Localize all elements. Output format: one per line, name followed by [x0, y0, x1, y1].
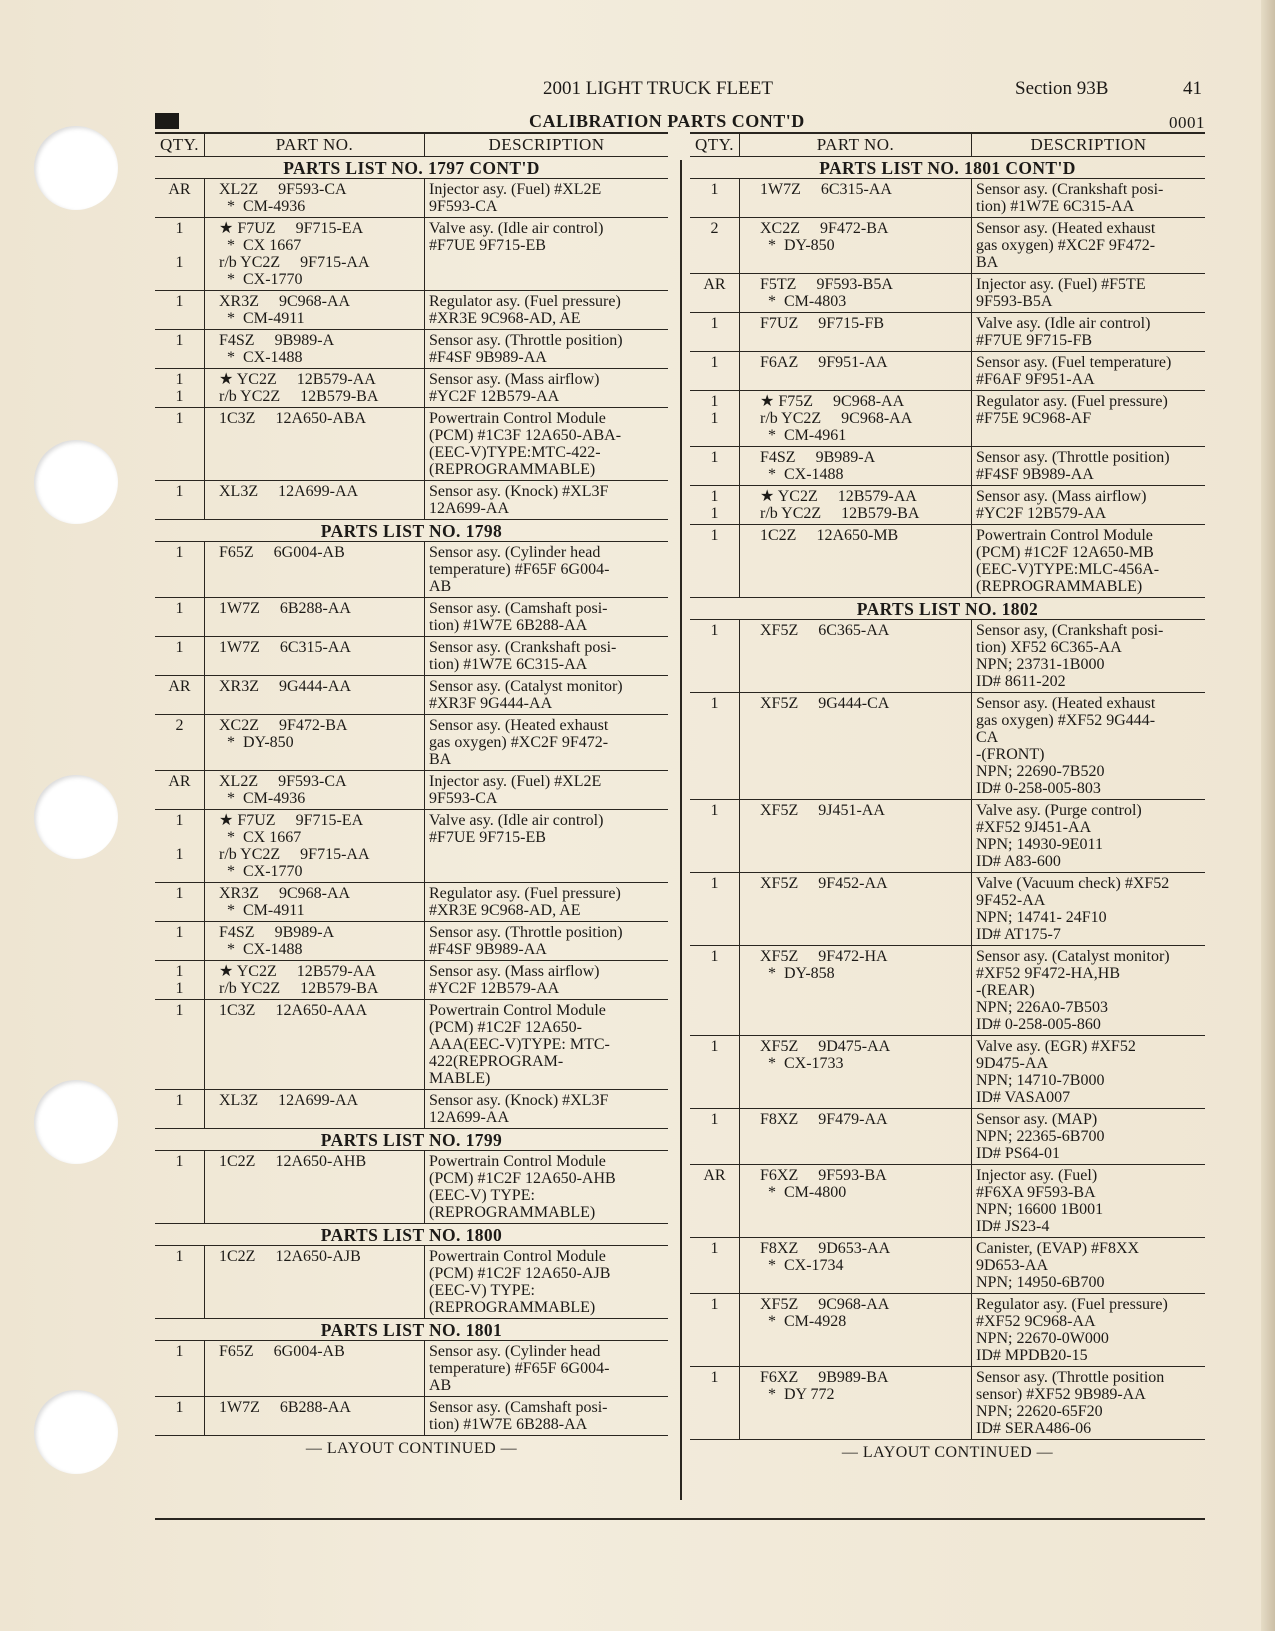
- part-no-cell: XF5Z 9F452-AA: [740, 873, 972, 945]
- table-row: [155, 218, 668, 291]
- part-no-cell: ★ YC2Z 12B579-AA r/b YC2Z 12B579-BA: [205, 961, 425, 999]
- part-no-cell: 1C3Z 12A650-AAA: [205, 1000, 425, 1089]
- table-row: [690, 1036, 1205, 1109]
- description-cell: Sensor asy. (Catalyst monitor) #XR3F 9G444-AA: [429, 678, 623, 712]
- description-cell: Valve asy. (Purge control) #XF52 9J451-AA NPN; 14930-9E011 ID# A83-600: [976, 802, 1142, 870]
- description-cell: Regulator asy. (Fuel pressure) #F75E 9C968-AF: [976, 393, 1168, 427]
- parts-list-title: PARTS LIST NO. 1799: [155, 1129, 668, 1151]
- qty-cell: 1: [690, 313, 740, 351]
- qty-cell: 1: [155, 922, 205, 960]
- part-no-cell: XF5Z 9G444-CA: [740, 693, 972, 799]
- part-no-cell: F6XZ 9B989-BA * DY 772: [740, 1367, 972, 1439]
- part-no-cell: F8XZ 9D653-AA * CX-1734: [740, 1238, 972, 1293]
- qty-header: QTY.: [690, 134, 740, 156]
- part-no-cell: XR3Z 9C968-AA * CM-4911: [205, 291, 425, 329]
- marker-block: [155, 113, 179, 129]
- qty-cell: 1: [690, 693, 740, 799]
- desc-header: DESCRIPTION: [488, 135, 605, 154]
- part-no-cell: XF5Z 9C968-AA * CM-4928: [740, 1294, 972, 1366]
- table-row: [155, 637, 668, 676]
- table-row: [155, 771, 668, 810]
- part-no-cell: XC2Z 9F472-BA * DY-850: [205, 715, 425, 770]
- part-no-cell: ★ F7UZ 9F715-EA * CX 1667 r/b YC2Z 9F715-AA * CX-1770: [205, 810, 425, 882]
- table-row: [690, 391, 1205, 447]
- parts-list-title: PARTS LIST NO. 1800: [155, 1224, 668, 1246]
- table-row: [155, 1090, 668, 1129]
- qty-cell: 1: [155, 1341, 205, 1396]
- table-row: [155, 676, 668, 715]
- part-no-cell: 1W7Z 6C315-AA: [740, 179, 972, 217]
- description-cell: Sensor asy. (Cylinder head temperature) #F65F 6G004- AB: [429, 1343, 610, 1394]
- table-row: [155, 408, 668, 481]
- description-cell: Sensor asy. (Mass airflow) #YC2F 12B579-AA: [429, 963, 600, 997]
- table-row: [155, 1151, 668, 1224]
- qty-cell: 1: [155, 883, 205, 921]
- qty-cell: 1: [690, 179, 740, 217]
- part-no-cell: 1C3Z 12A650-ABA: [205, 408, 425, 480]
- table-row: [155, 1397, 668, 1436]
- table-row: [155, 922, 668, 961]
- qty-cell: 1 1: [155, 369, 205, 407]
- table-row: [155, 369, 668, 408]
- qty-cell: AR: [155, 771, 205, 809]
- qty-cell: 1: [690, 447, 740, 485]
- description-cell: Sensor asy. (Knock) #XL3F 12A699-AA: [429, 1092, 609, 1126]
- description-cell: Sensor asy. (Camshaft posi- tion) #1W7E 6B288-AA: [429, 600, 608, 634]
- qty-cell: 1: [690, 873, 740, 945]
- part-no-cell: 1W7Z 6B288-AA: [205, 1397, 425, 1435]
- part-no-cell: ★ YC2Z 12B579-AA r/b YC2Z 12B579-BA: [740, 486, 972, 524]
- qty-cell: 1: [155, 291, 205, 329]
- table-row: [690, 693, 1205, 800]
- table-row: [155, 810, 668, 883]
- binder-hole: [34, 1080, 118, 1164]
- table-row: [155, 1341, 668, 1397]
- description-cell: Powertrain Control Module (PCM) #1C3F 12A650-ABA- (EEC-V)TYPE:MTC-422- (REPROGRAMMABLE): [429, 410, 622, 478]
- table-row: [690, 486, 1205, 525]
- qty-cell: 1: [155, 637, 205, 675]
- part-no-cell: XR3Z 9G444-AA: [205, 676, 425, 714]
- right-column: [690, 132, 1205, 1462]
- qty-cell: 1 1: [155, 810, 205, 882]
- description-cell: Valve asy. (EGR) #XF52 9D475-AA NPN; 14710-7B000 ID# VASA007: [976, 1038, 1136, 1106]
- part-no-cell: XL2Z 9F593-CA * CM-4936: [205, 771, 425, 809]
- qty-header: QTY.: [155, 134, 205, 156]
- description-cell: Valve asy. (Idle air control) #F7UE 9F715-FB: [976, 315, 1151, 349]
- description-cell: Injector asy. (Fuel) #F6XA 9F593-BA NPN; 16600 1B001 ID# JS23-4: [976, 1167, 1104, 1235]
- table-row: [155, 1000, 668, 1090]
- description-cell: Sensor asy. (MAP) NPN; 22365-6B700 ID# PS64-01: [976, 1111, 1105, 1162]
- part-no-cell: F5TZ 9F593-B5A * CM-4803: [740, 274, 972, 312]
- part-no-cell: F7UZ 9F715-FB: [740, 313, 972, 351]
- table-row: [155, 542, 668, 598]
- qty-cell: 1: [155, 1151, 205, 1223]
- part-no-cell: XL2Z 9F593-CA * CM-4936: [205, 179, 425, 217]
- description-cell: Sensor asy. (Knock) #XL3F 12A699-AA: [429, 483, 609, 517]
- description-cell: Sensor asy. (Crankshaft posi- tion) #1W7E 6C315-AA: [429, 639, 617, 673]
- part-no-cell: F8XZ 9F479-AA: [740, 1109, 972, 1164]
- table-row: [690, 1238, 1205, 1294]
- qty-cell: 1: [155, 481, 205, 519]
- left-column: [155, 132, 668, 1458]
- description-cell: Sensor asy. (Fuel temperature) #F6AF 9F951-AA: [976, 354, 1172, 388]
- table-row: [155, 291, 668, 330]
- calibration-code: 0001: [1169, 113, 1205, 132]
- calibration-title: CALIBRATION PARTS CONT'D: [529, 111, 805, 131]
- part-no-cell: XL3Z 12A699-AA: [205, 481, 425, 519]
- table-row: [690, 946, 1205, 1036]
- table-row: [690, 800, 1205, 873]
- description-cell: Regulator asy. (Fuel pressure) #XR3E 9C968-AD, AE: [429, 293, 621, 327]
- description-cell: Sensor asy. (Catalyst monitor) #XF52 9F472-HA,HB -(REAR) NPN; 226A0-7B503 ID# 0-258-005-860: [976, 948, 1170, 1033]
- part-no-cell: F4SZ 9B989-A * CX-1488: [740, 447, 972, 485]
- part-header: PART NO.: [740, 134, 972, 156]
- binder-hole: [34, 126, 118, 210]
- description-cell: Powertrain Control Module (PCM) #1C2F 12A650-MB (EEC-V)TYPE:MLC-456A- (REPROGRAMMABLE): [976, 527, 1160, 595]
- bottom-rule: [155, 1518, 1205, 1520]
- table-row: [690, 274, 1205, 313]
- part-no-cell: 1W7Z 6B288-AA: [205, 598, 425, 636]
- part-no-cell: ★ F75Z 9C968-AA r/b YC2Z 9C968-AA * CM-4961: [740, 391, 972, 446]
- part-no-cell: F4SZ 9B989-A * CX-1488: [205, 330, 425, 368]
- part-no-cell: XF5Z 9D475-AA * CX-1733: [740, 1036, 972, 1108]
- page-title: 2001 LIGHT TRUCK FLEET: [543, 78, 773, 99]
- section-label: Section 93B: [1015, 78, 1109, 99]
- description-cell: Regulator asy. (Fuel pressure) #XR3E 9C968-AD, AE: [429, 885, 621, 919]
- column-header: [690, 132, 1205, 157]
- qty-cell: AR: [155, 179, 205, 217]
- page-header: [0, 74, 1275, 104]
- description-cell: Sensor asy. (Heated exhaust gas oxygen) #XF52 9G444- CA -(FRONT) NPN; 22690-7B520 ID# 0-258-005-803: [976, 695, 1156, 797]
- qty-cell: 1 1: [155, 218, 205, 290]
- part-no-cell: ★ YC2Z 12B579-AA r/b YC2Z 12B579-BA: [205, 369, 425, 407]
- part-no-cell: XF5Z 9F472-HA * DY-858: [740, 946, 972, 1035]
- description-cell: Powertrain Control Module (PCM) #1C2F 12A650- AAA(EEC-V)TYPE: MTC- 422(REPROGRAM- MABLE): [429, 1002, 610, 1087]
- qty-cell: 1: [690, 1109, 740, 1164]
- description-cell: Sensor asy. (Throttle position) #F4SF 9B989-AA: [976, 449, 1170, 483]
- table-row: [155, 481, 668, 520]
- part-no-cell: XR3Z 9C968-AA * CM-4911: [205, 883, 425, 921]
- description-cell: Sensor asy. (Throttle position sensor) #XF52 9B989-AA NPN; 22620-65F20 ID# SERA486-06: [976, 1369, 1165, 1437]
- qty-cell: 2: [155, 715, 205, 770]
- qty-cell: 1 1: [690, 486, 740, 524]
- table-row: [155, 179, 668, 218]
- table-row: [690, 1367, 1205, 1440]
- qty-cell: 1: [690, 1036, 740, 1108]
- qty-cell: AR: [690, 274, 740, 312]
- description-cell: Sensor asy. (Camshaft posi- tion) #1W7E 6B288-AA: [429, 1399, 608, 1433]
- parts-list-title: PARTS LIST NO. 1801: [155, 1319, 668, 1341]
- qty-cell: 1: [690, 1367, 740, 1439]
- part-no-cell: 1W7Z 6C315-AA: [205, 637, 425, 675]
- description-cell: Injector asy. (Fuel) #XL2E 9F593-CA: [429, 181, 602, 215]
- column-divider: [680, 160, 682, 1500]
- description-cell: Powertrain Control Module (PCM) #1C2F 12A650-AJB (EEC-V) TYPE: (REPROGRAMMABLE): [429, 1248, 611, 1316]
- table-row: [690, 873, 1205, 946]
- qty-cell: AR: [690, 1165, 740, 1237]
- page-edge: [1261, 0, 1275, 1631]
- qty-cell: 1: [155, 408, 205, 480]
- part-no-cell: 1C2Z 12A650-AHB: [205, 1151, 425, 1223]
- qty-cell: 1: [690, 1238, 740, 1293]
- description-cell: Valve asy. (Idle air control) #F7UE 9F715-EB: [429, 220, 604, 254]
- table-row: [690, 1165, 1205, 1238]
- table-row: [690, 1294, 1205, 1367]
- table-row: [155, 715, 668, 771]
- qty-cell: 1: [155, 1000, 205, 1089]
- parts-list-title: PARTS LIST NO. 1801 CONT'D: [690, 157, 1205, 179]
- parts-list-title: PARTS LIST NO. 1798: [155, 520, 668, 542]
- description-cell: Valve (Vacuum check) #XF52 9F452-AA NPN; 14741- 24F10 ID# AT175-7: [976, 875, 1170, 943]
- binder-hole: [34, 775, 118, 859]
- description-cell: Sensor asy. (Cylinder head temperature) #F65F 6G004- AB: [429, 544, 610, 595]
- description-cell: Sensor asy. (Throttle position) #F4SF 9B989-AA: [429, 924, 623, 958]
- part-no-cell: F6XZ 9F593-BA * CM-4800: [740, 1165, 972, 1237]
- description-cell: Sensor asy. (Mass airflow) #YC2F 12B579-AA: [429, 371, 600, 405]
- part-no-cell: XL3Z 12A699-AA: [205, 1090, 425, 1128]
- qty-cell: 1 1: [155, 961, 205, 999]
- table-row: [690, 313, 1205, 352]
- table-row: [155, 961, 668, 1000]
- part-no-cell: XF5Z 9J451-AA: [740, 800, 972, 872]
- description-cell: Powertrain Control Module (PCM) #1C2F 12A650-AHB (EEC-V) TYPE: (REPROGRAMMABLE): [429, 1153, 616, 1221]
- qty-cell: 1: [155, 1397, 205, 1435]
- part-no-cell: ★ F7UZ 9F715-EA * CX 1667 r/b YC2Z 9F715-AA * CX-1770: [205, 218, 425, 290]
- table-row: [690, 352, 1205, 391]
- table-row: [690, 447, 1205, 486]
- part-no-cell: F65Z 6G004-AB: [205, 542, 425, 597]
- qty-cell: 1: [155, 542, 205, 597]
- desc-header: DESCRIPTION: [1030, 135, 1147, 154]
- parts-list-title: PARTS LIST NO. 1797 CONT'D: [155, 157, 668, 179]
- parts-lists: [690, 157, 1205, 1440]
- qty-cell: 1: [155, 598, 205, 636]
- description-cell: Injector asy. (Fuel) #XL2E 9F593-CA: [429, 773, 602, 807]
- part-no-cell: F65Z 6G004-AB: [205, 1341, 425, 1396]
- binder-hole: [34, 1390, 118, 1474]
- part-header: PART NO.: [205, 134, 425, 156]
- qty-cell: 1: [155, 1246, 205, 1318]
- part-no-cell: 1C2Z 12A650-AJB: [205, 1246, 425, 1318]
- qty-cell: 1: [690, 800, 740, 872]
- parts-list-title: PARTS LIST NO. 1802: [690, 598, 1205, 620]
- part-no-cell: XC2Z 9F472-BA * DY-850: [740, 218, 972, 273]
- qty-cell: 1: [690, 620, 740, 692]
- table-row: [690, 620, 1205, 693]
- layout-continued: — LAYOUT CONTINUED —: [305, 1440, 518, 1457]
- qty-cell: AR: [155, 676, 205, 714]
- qty-cell: 1: [155, 330, 205, 368]
- qty-cell: 1: [690, 946, 740, 1035]
- table-row: [690, 179, 1205, 218]
- description-cell: Sensor asy. (Heated exhaust gas oxygen) #XC2F 9F472- BA: [429, 717, 609, 768]
- column-header: [155, 132, 668, 157]
- description-cell: Sensor asy. (Crankshaft posi- tion) #1W7E 6C315-AA: [976, 181, 1164, 215]
- table-row: [155, 883, 668, 922]
- page-number: 41: [1183, 78, 1202, 99]
- parts-lists: [155, 157, 668, 1436]
- part-no-cell: XF5Z 6C365-AA: [740, 620, 972, 692]
- description-cell: Sensor asy. (Heated exhaust gas oxygen) #XC2F 9F472- BA: [976, 220, 1156, 271]
- qty-cell: 1: [690, 1294, 740, 1366]
- qty-cell: 1: [690, 352, 740, 390]
- description-cell: Valve asy. (Idle air control) #F7UE 9F715-EB: [429, 812, 604, 846]
- qty-cell: 1 1: [690, 391, 740, 446]
- table-row: [155, 330, 668, 369]
- part-no-cell: F4SZ 9B989-A * CX-1488: [205, 922, 425, 960]
- table-row: [690, 218, 1205, 274]
- qty-cell: 1: [155, 1090, 205, 1128]
- description-cell: Injector asy. (Fuel) #F5TE 9F593-B5A: [976, 276, 1146, 310]
- table-row: [155, 598, 668, 637]
- layout-continued: — LAYOUT CONTINUED —: [841, 1444, 1054, 1461]
- qty-cell: 1: [690, 525, 740, 597]
- table-row: [690, 525, 1205, 598]
- description-cell: Sensor asy. (Mass airflow) #YC2F 12B579-AA: [976, 488, 1147, 522]
- description-cell: Regulator asy. (Fuel pressure) #XF52 9C968-AA NPN; 22670-0W000 ID# MPDB20-15: [976, 1296, 1168, 1364]
- table-row: [690, 1109, 1205, 1165]
- description-cell: Sensor asy, (Crankshaft posi- tion) XF52 6C365-AA NPN; 23731-1B000 ID# 8611-202: [976, 622, 1164, 690]
- description-cell: Sensor asy. (Throttle position) #F4SF 9B989-AA: [429, 332, 623, 366]
- binder-hole: [34, 440, 118, 524]
- table-row: [155, 1246, 668, 1319]
- description-cell: Canister, (EVAP) #F8XX 9D653-AA NPN; 14950-6B700: [976, 1240, 1140, 1291]
- qty-cell: 2: [690, 218, 740, 273]
- part-no-cell: 1C2Z 12A650-MB: [740, 525, 972, 597]
- part-no-cell: F6AZ 9F951-AA: [740, 352, 972, 390]
